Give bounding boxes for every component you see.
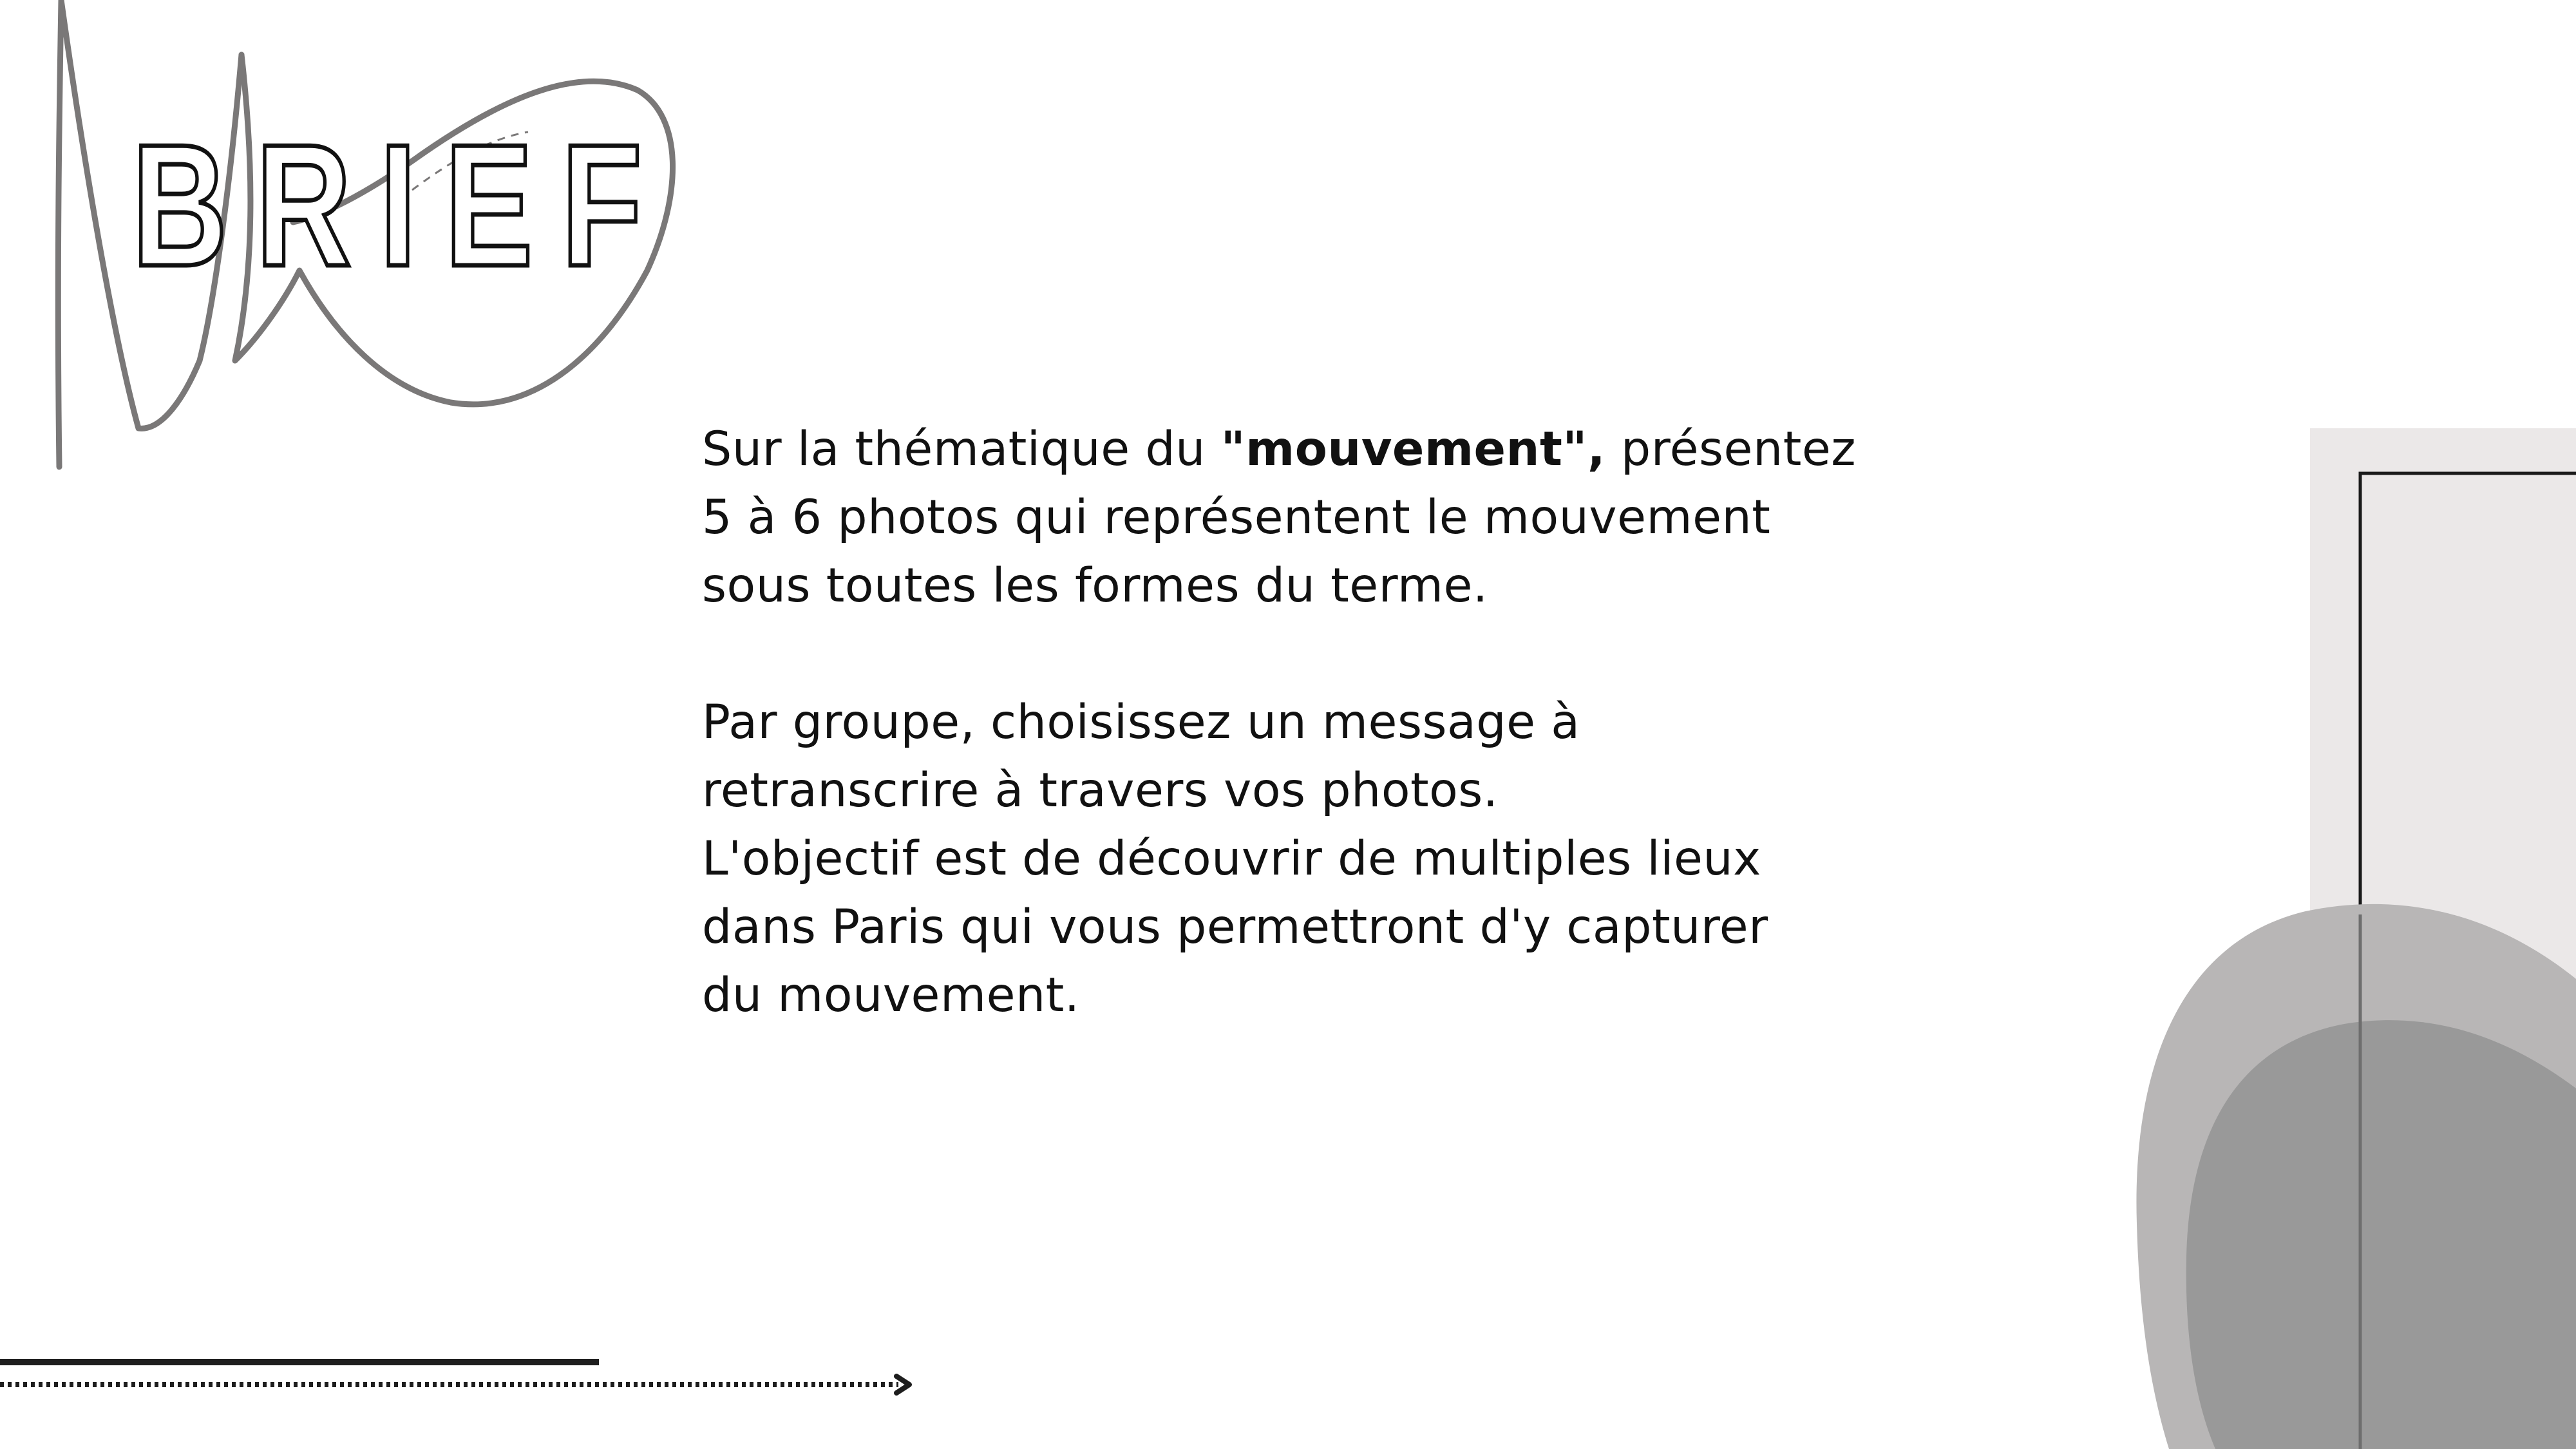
dotted-arrow — [0, 1368, 921, 1401]
bottom-solid-line — [0, 1359, 599, 1365]
paragraph-2-line-3: L'objectif est de découvrir de multiples lieux — [702, 831, 1761, 886]
paragraph-1-line-2: 5 à 6 photos qui représentent le mouvement — [702, 490, 1771, 545]
page-title: BRIEF — [132, 109, 670, 303]
paragraph-1-line-3: sous toutes les formes du terme. — [702, 558, 1488, 613]
text-segment: présentez — [1605, 422, 1857, 477]
paragraph-2-line-5: du mouvement. — [702, 968, 1080, 1023]
emphasis-text: "mouvement", — [1220, 422, 1606, 477]
paragraph-2-line-2: retranscrire à travers vos photos. — [702, 763, 1499, 818]
decor-blob-dark — [2186, 1020, 2576, 1449]
paragraph-2-line-4: dans Paris qui vous permettront d'y capturer — [702, 900, 1768, 954]
text-segment: Sur la thématique du — [702, 422, 1221, 477]
paragraph-2-line-1: Par groupe, choisissez un message à — [702, 695, 1580, 750]
